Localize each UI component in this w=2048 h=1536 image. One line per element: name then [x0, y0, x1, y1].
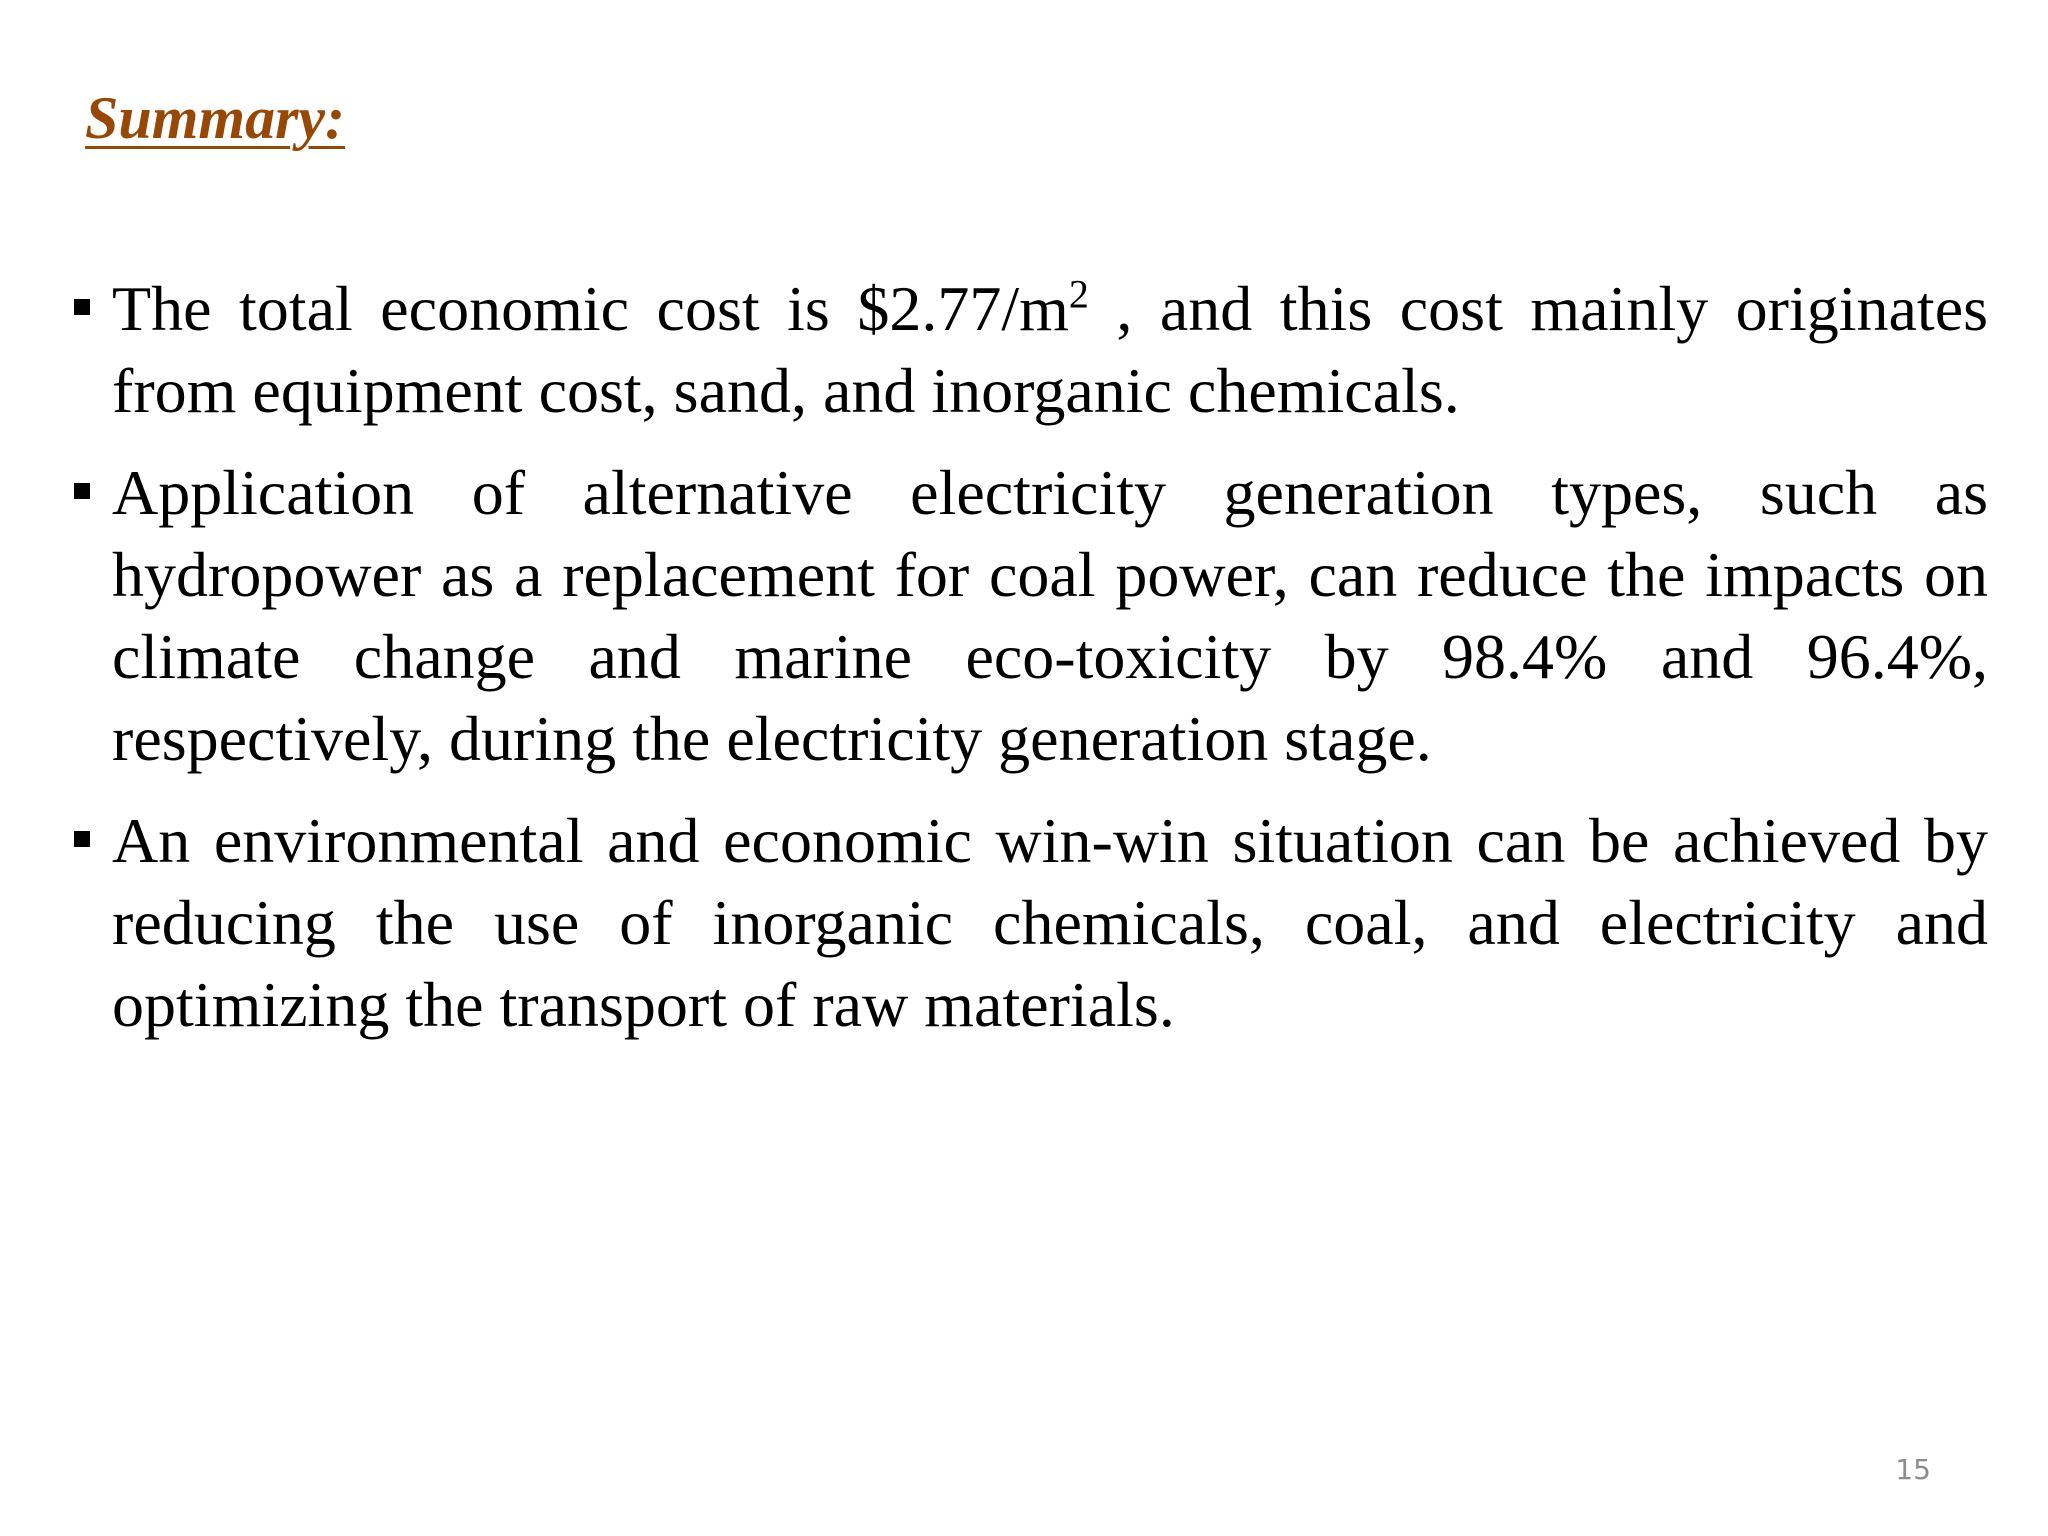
- square-bullet-icon: [74, 299, 90, 315]
- bullet-text: [112, 273, 1988, 426]
- bullet-text-part: The total economic cost is $2.77/m: [112, 273, 1069, 344]
- bullet-text: Application of alternative electricity generation types, such as hydropower as a replacement for coal power, can reduce the impacts on climate change and marine eco-toxicity by 98.4% and 96.4%, respectively, during the electricity generation stage.: [112, 457, 1988, 774]
- bullet-item-economic-cost: [72, 268, 1988, 432]
- square-bullet-icon: [74, 831, 90, 847]
- bullet-item-win-win: [72, 800, 1988, 1046]
- superscript: 2: [1068, 271, 1089, 317]
- square-bullet-icon: [74, 483, 90, 499]
- slide-title: Summary:: [85, 85, 346, 151]
- page-number: 15: [1895, 1453, 1931, 1486]
- bullet-item-alternative-electricity: [72, 452, 1988, 780]
- bullet-text-part: , and this cost mainly originates from equipment cost, sand, and inorganic chemicals.: [112, 273, 1989, 426]
- bullet-text: An environmental and economic win-win situation can be achieved by reducing the use of inorganic chemicals, coal, and electricity and optimizing the transport of raw materials.: [112, 805, 1988, 1040]
- bullet-list: [72, 268, 1988, 1066]
